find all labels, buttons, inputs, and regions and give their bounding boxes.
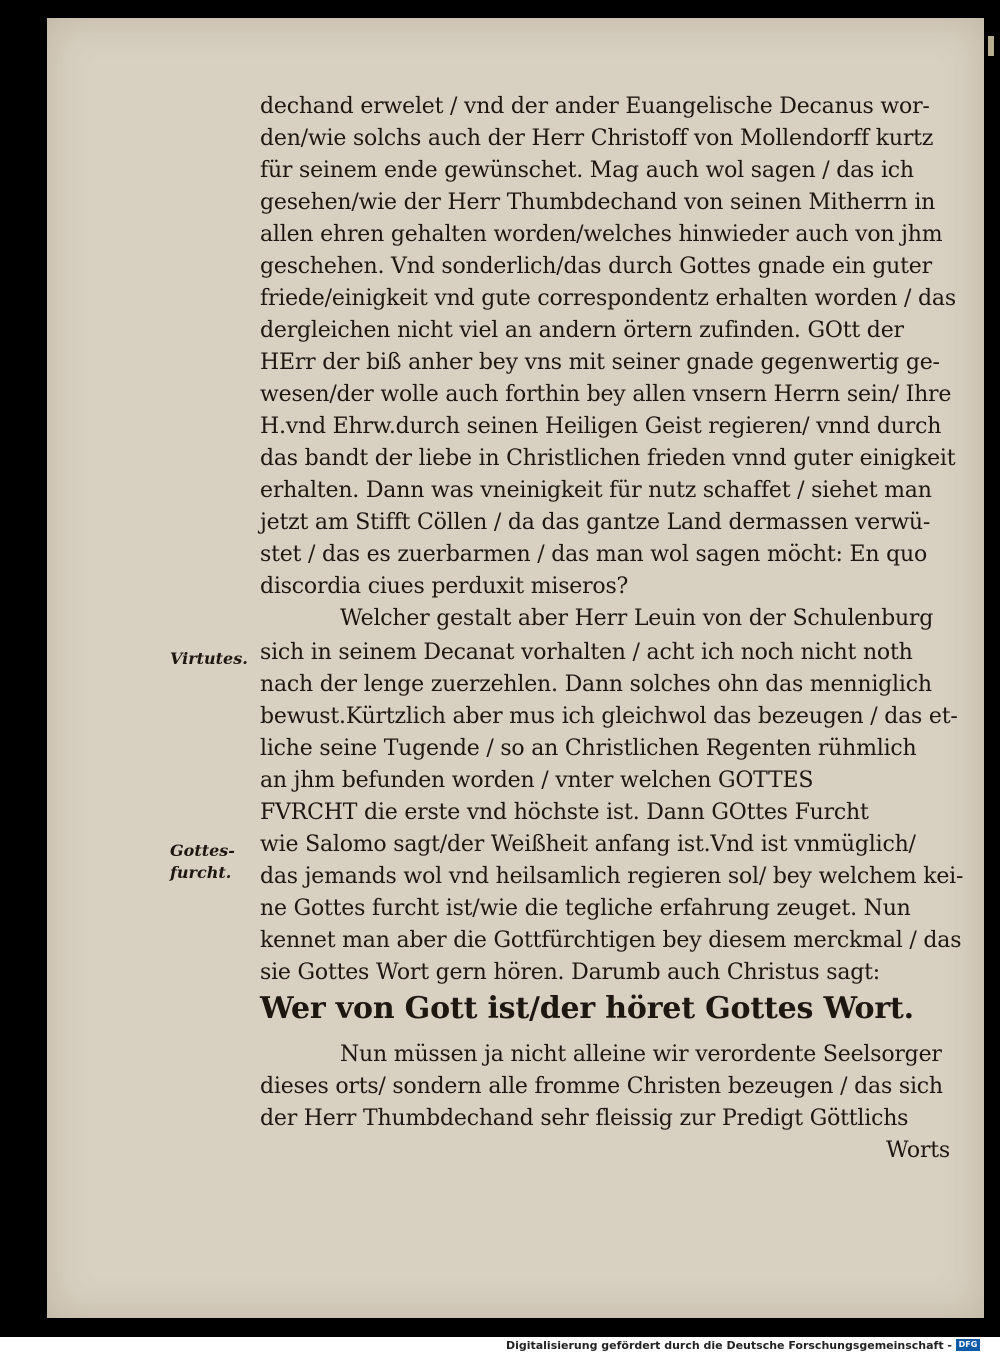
text-line: gesehen/wie der Herr Thumbdechand von seinen Mitherrn in xyxy=(260,190,936,215)
scan-edge xyxy=(984,0,1000,1337)
text-line: Welcher gestalt aber Herr Leuin von der Schulenburg xyxy=(340,606,934,631)
text-line: das bandt der liebe in Christlichen frieden vnnd guter einigkeit xyxy=(260,446,956,471)
page-edge-mark xyxy=(988,36,994,56)
dfg-logo: DFG xyxy=(956,1339,980,1351)
text-line: friede/einigkeit vnd gute correspondentz erhalten worden / das xyxy=(260,286,956,311)
text-line: geschehen. Vnd sonderlich/das durch Gottes gnade ein guter xyxy=(260,254,932,279)
text-line: Nun müssen ja nicht alleine wir verordente Seelsorger xyxy=(340,1042,942,1067)
text-line: dergleichen nicht viel an andern örtern zufinden. GOtt der xyxy=(260,318,904,343)
text-line: bewust.Kürtzlich aber mus ich gleichwol das bezeugen / das et- xyxy=(260,704,958,729)
text-line: kennet man aber die Gottfürchtigen bey diesem merckmal / das xyxy=(260,928,962,953)
text-line: FVRCHT die erste vnd höchste ist. Dann GOttes Furcht xyxy=(260,800,869,825)
text-line: an jhm befunden worden / vnter welchen GOTTES xyxy=(260,768,814,793)
text-line: nach der lenge zuerzehlen. Dann solches ohn das menniglich xyxy=(260,672,932,697)
text-line: jetzt am Stifft Cöllen / da das gantze Land dermassen verwü- xyxy=(260,510,931,535)
text-line: wesen/der wolle auch forthin bey allen vnsern Herrn sein/ Ihre xyxy=(260,382,952,407)
text-line: allen ehren gehalten worden/welches hinwieder auch von jhm xyxy=(260,222,943,247)
text-line: erhalten. Dann was vneinigkeit für nutz schaffet / siehet man xyxy=(260,478,932,503)
text-line: liche seine Tugende / so an Christlichen Regenten rühmlich xyxy=(260,736,917,761)
margin-note-furcht: furcht. xyxy=(170,863,232,882)
margin-note-gottes: Gottes- xyxy=(170,841,235,860)
text-line: wie Salomo sagt/der Weißheit anfang ist.Vnd ist vnmüglich/ xyxy=(260,832,916,857)
scripture-quote: Wer von Gott ist/der höret Gottes Wort. xyxy=(260,991,914,1026)
text-line: ne Gottes furcht ist/wie die tegliche erfahrung zeuget. Nun xyxy=(260,896,911,921)
footer-credit: Digitalisierung gefördert durch die Deutsche Forschungsgemeinschaft - xyxy=(505,1339,952,1352)
text-line: H.vnd Ehrw.durch seinen Heiligen Geist regieren/ vnnd durch xyxy=(260,414,942,439)
text-line: sie Gottes Wort gern hören. Darumb auch Christus sagt: xyxy=(260,960,880,985)
text-line: dieses orts/ sondern alle fromme Christen bezeugen / das sich xyxy=(260,1074,943,1099)
text-line: für seinem ende gewünschet. Mag auch wol sagen / das ich xyxy=(260,158,914,183)
footer-bar xyxy=(0,1337,1000,1355)
text-line: discordia ciues perduxit miseros? xyxy=(260,574,629,599)
margin-note-virtutes: Virtutes. xyxy=(170,649,248,668)
text-line: das jemands wol vnd heilsamlich regieren sol/ bey welchem kei- xyxy=(260,864,964,889)
text-line: stet / das es zuerbarmen / das man wol sagen möcht: En quo xyxy=(260,542,927,567)
text-line: HErr der biß anher bey vns mit seiner gnade gegenwertig ge- xyxy=(260,350,940,375)
text-line: dechand erwelet / vnd der ander Euangelische Decanus wor- xyxy=(260,94,930,119)
text-line: sich in seinem Decanat vorhalten / acht ich noch nicht noth xyxy=(260,640,913,665)
text-line: den/wie solchs auch der Herr Christoff von Mollendorff kurtz xyxy=(260,126,934,151)
text-line: der Herr Thumbdechand sehr fleissig zur Predigt Göttlichs xyxy=(260,1106,909,1131)
catchword: Worts xyxy=(885,1138,950,1163)
